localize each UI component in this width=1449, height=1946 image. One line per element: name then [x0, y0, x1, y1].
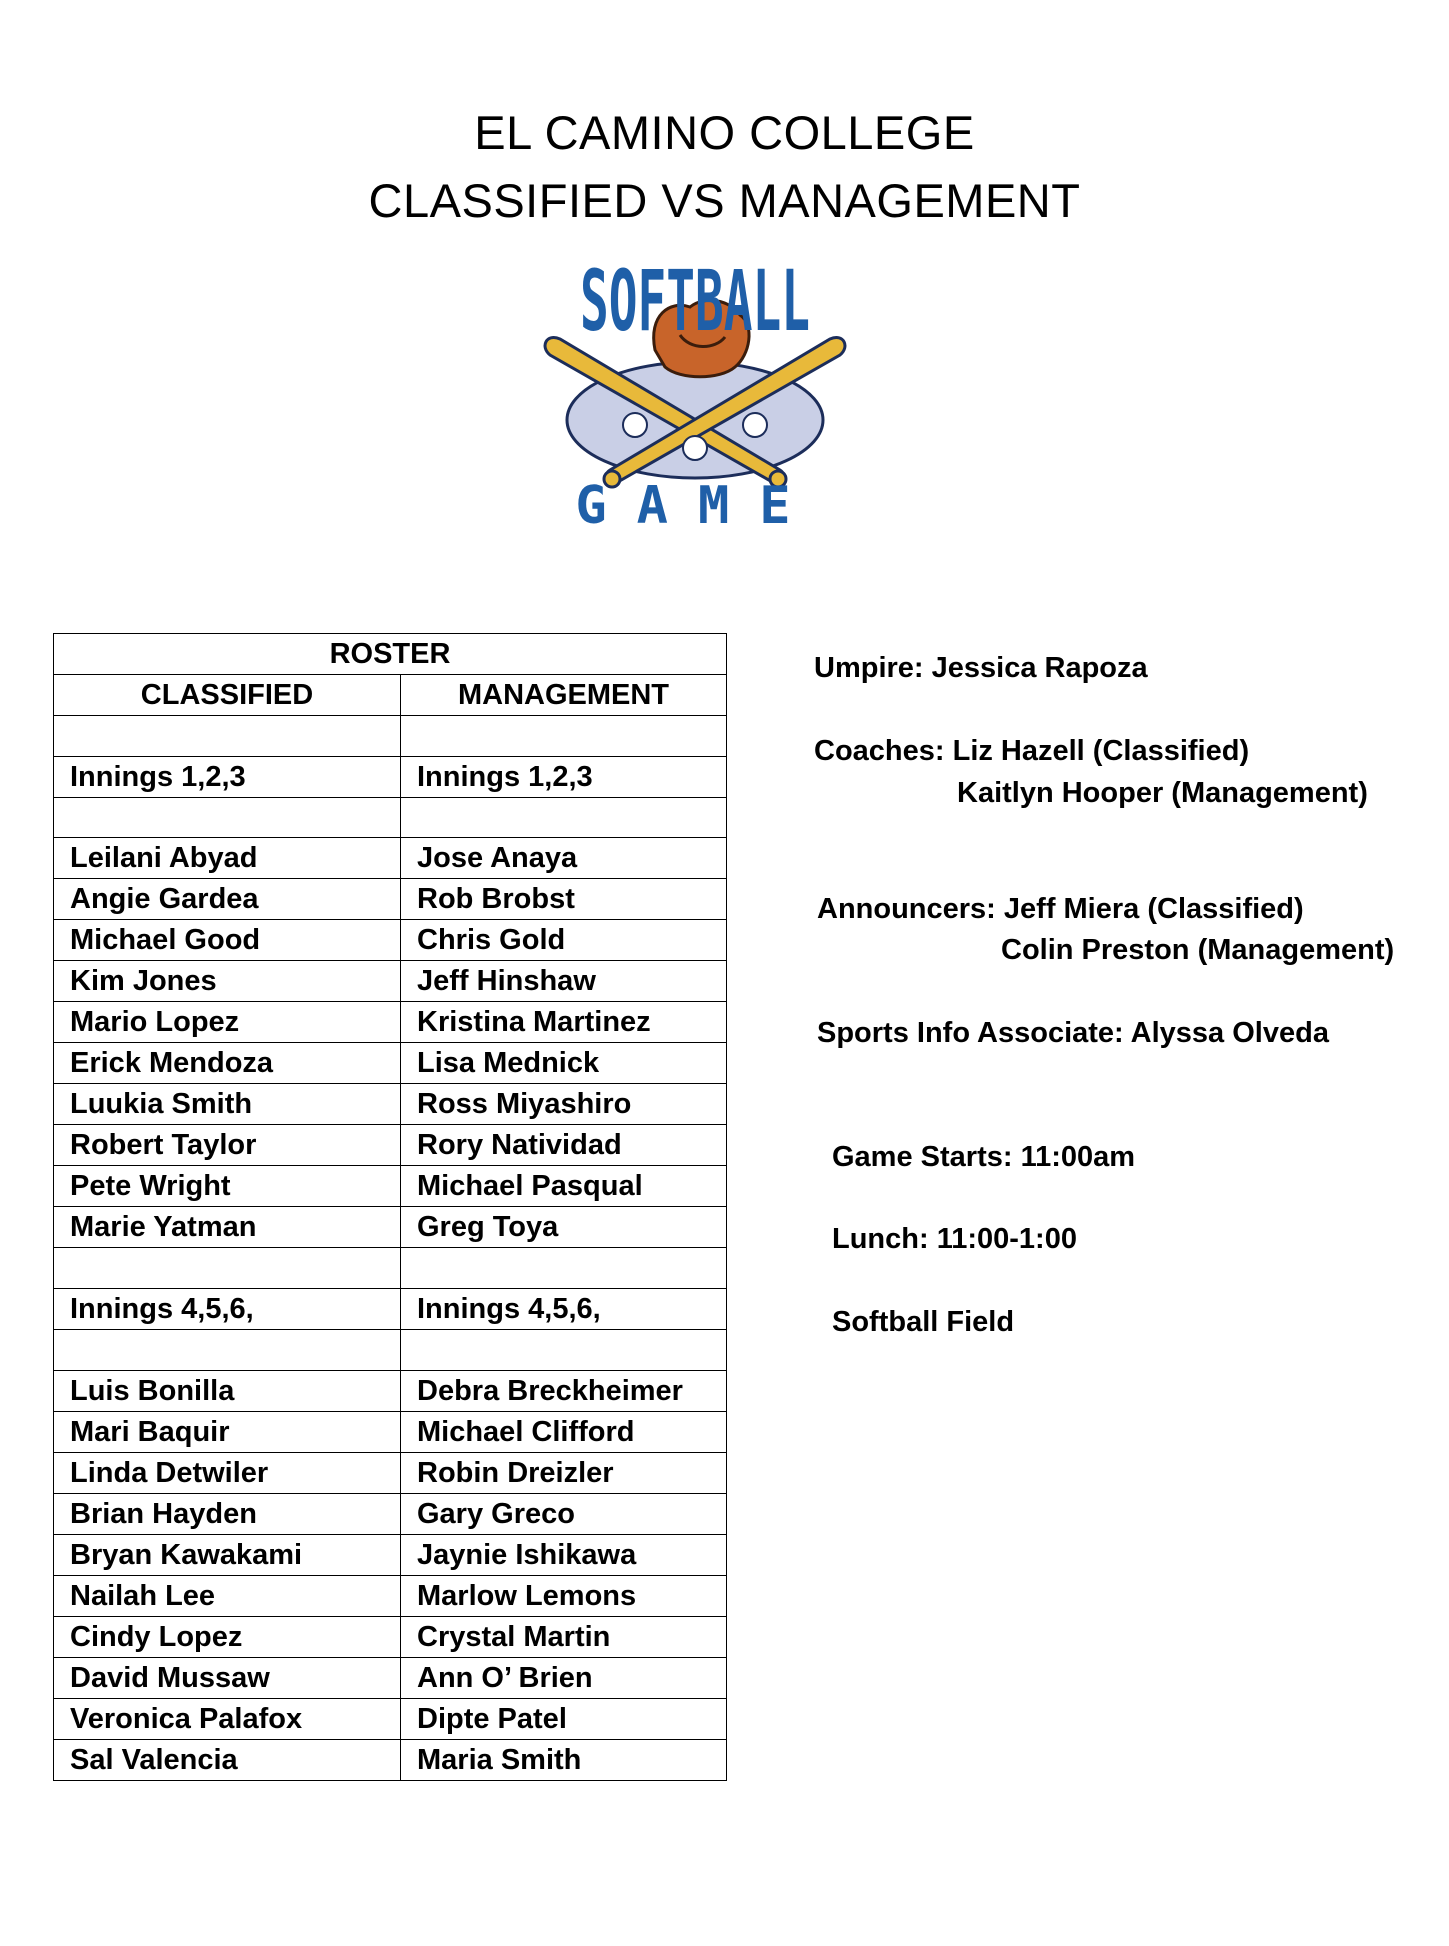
game-starts-text: Game Starts: 11:00am [832, 1141, 1136, 1173]
management-cell: Kristina Martinez [401, 1002, 727, 1043]
classified-cell [54, 1248, 401, 1289]
classified-cell [54, 716, 401, 757]
classified-cell: Linda Detwiler [54, 1452, 401, 1493]
classified-cell: Sal Valencia [54, 1739, 401, 1780]
table-row [54, 1248, 727, 1289]
management-cell: Ann O’ Brien [401, 1657, 727, 1698]
table-row [54, 797, 727, 838]
classified-cell: Erick Mendoza [54, 1043, 401, 1084]
management-cell: Rob Brobst [401, 879, 727, 920]
classified-cell: Robert Taylor [54, 1125, 401, 1166]
management-cell [401, 797, 727, 838]
table-row [54, 1739, 727, 1780]
table-row [54, 756, 727, 797]
table-row [54, 1207, 727, 1248]
classified-cell: Brian Hayden [54, 1493, 401, 1534]
logo-bottom-text: GAME [575, 476, 821, 536]
classified-cell: Veronica Palafox [54, 1698, 401, 1739]
management-cell: Debra Breckheimer [401, 1370, 727, 1411]
management-cell: Innings 4,5,6, [401, 1289, 727, 1330]
management-cell [401, 1248, 727, 1289]
management-cell [401, 716, 727, 757]
logo-top-text: SOFTBALL [580, 252, 810, 350]
page-title-line1: EL CAMINO COLLEGE [474, 106, 975, 159]
announcers-line2: Colin Preston (Management) [1001, 934, 1395, 966]
management-cell: Greg Toya [401, 1207, 727, 1248]
roster-title: ROSTER [54, 634, 727, 675]
classified-cell: Luis Bonilla [54, 1370, 401, 1411]
classified-cell: Nailah Lee [54, 1575, 401, 1616]
table-row [54, 838, 727, 879]
management-cell: Innings 1,2,3 [401, 756, 727, 797]
table-row [54, 879, 727, 920]
table-row [54, 1166, 727, 1207]
table-row [54, 1289, 727, 1330]
management-cell: Rory Natividad [401, 1125, 727, 1166]
roster-table [53, 633, 727, 1781]
page-title-line2: CLASSIFIED VS MANAGEMENT [368, 174, 1081, 227]
table-row [54, 1698, 727, 1739]
classified-cell: Innings 1,2,3 [54, 756, 401, 797]
classified-cell: Bryan Kawakami [54, 1534, 401, 1575]
classified-cell: Cindy Lopez [54, 1616, 401, 1657]
table-row [54, 961, 727, 1002]
management-cell: Dipte Patel [401, 1698, 727, 1739]
classified-cell: Angie Gardea [54, 879, 401, 920]
softball-game-logo [530, 252, 860, 536]
classified-cell [54, 1330, 401, 1371]
classified-cell: Kim Jones [54, 961, 401, 1002]
roster-body [54, 716, 727, 1781]
classified-cell: Mari Baquir [54, 1411, 401, 1452]
table-row [54, 1330, 727, 1371]
table-row [54, 1493, 727, 1534]
classified-cell: Mario Lopez [54, 1002, 401, 1043]
sports-info-text: Sports Info Associate: Alyssa Olveda [817, 1017, 1329, 1049]
management-cell: Chris Gold [401, 920, 727, 961]
location-text: Softball Field [832, 1306, 1015, 1338]
classified-cell: Marie Yatman [54, 1207, 401, 1248]
management-cell: Ross Miyashiro [401, 1084, 727, 1125]
classified-cell: Innings 4,5,6, [54, 1289, 401, 1330]
table-row [54, 1452, 727, 1493]
table-row [54, 1411, 727, 1452]
management-cell: Lisa Mednick [401, 1043, 727, 1084]
lunch-text: Lunch: 11:00-1:00 [832, 1223, 1077, 1255]
table-row [54, 1084, 727, 1125]
management-cell: Gary Greco [401, 1493, 727, 1534]
classified-cell: Michael Good [54, 920, 401, 961]
table-row [54, 1534, 727, 1575]
management-cell: Michael Clifford [401, 1411, 727, 1452]
table-row [54, 920, 727, 961]
management-cell: Crystal Martin [401, 1616, 727, 1657]
classified-cell: Pete Wright [54, 1166, 401, 1207]
management-cell: Maria Smith [401, 1739, 727, 1780]
table-row [54, 1043, 727, 1084]
announcers-line1: Announcers: Jeff Miera (Classified) [817, 893, 1304, 925]
table-row [54, 1370, 727, 1411]
management-cell: Jeff Hinshaw [401, 961, 727, 1002]
table-row [54, 1002, 727, 1043]
management-cell: Marlow Lemons [401, 1575, 727, 1616]
umpire-text: Umpire: Jessica Rapoza [814, 652, 1148, 684]
table-row [54, 1575, 727, 1616]
table-row [54, 716, 727, 757]
coaches-line1: Coaches: Liz Hazell (Classified) [814, 735, 1250, 767]
management-cell [401, 1330, 727, 1371]
classified-cell: Leilani Abyad [54, 838, 401, 879]
management-cell: Jose Anaya [401, 838, 727, 879]
column-header-management: MANAGEMENT [401, 675, 727, 716]
coaches-line2: Kaitlyn Hooper (Management) [957, 777, 1368, 809]
column-header-classified: CLASSIFIED [54, 675, 401, 716]
classified-cell: David Mussaw [54, 1657, 401, 1698]
management-cell: Jaynie Ishikawa [401, 1534, 727, 1575]
table-row [54, 1125, 727, 1166]
classified-cell: Luukia Smith [54, 1084, 401, 1125]
table-row [54, 1616, 727, 1657]
table-row [54, 1657, 727, 1698]
management-cell: Robin Dreizler [401, 1452, 727, 1493]
classified-cell [54, 797, 401, 838]
management-cell: Michael Pasqual [401, 1166, 727, 1207]
